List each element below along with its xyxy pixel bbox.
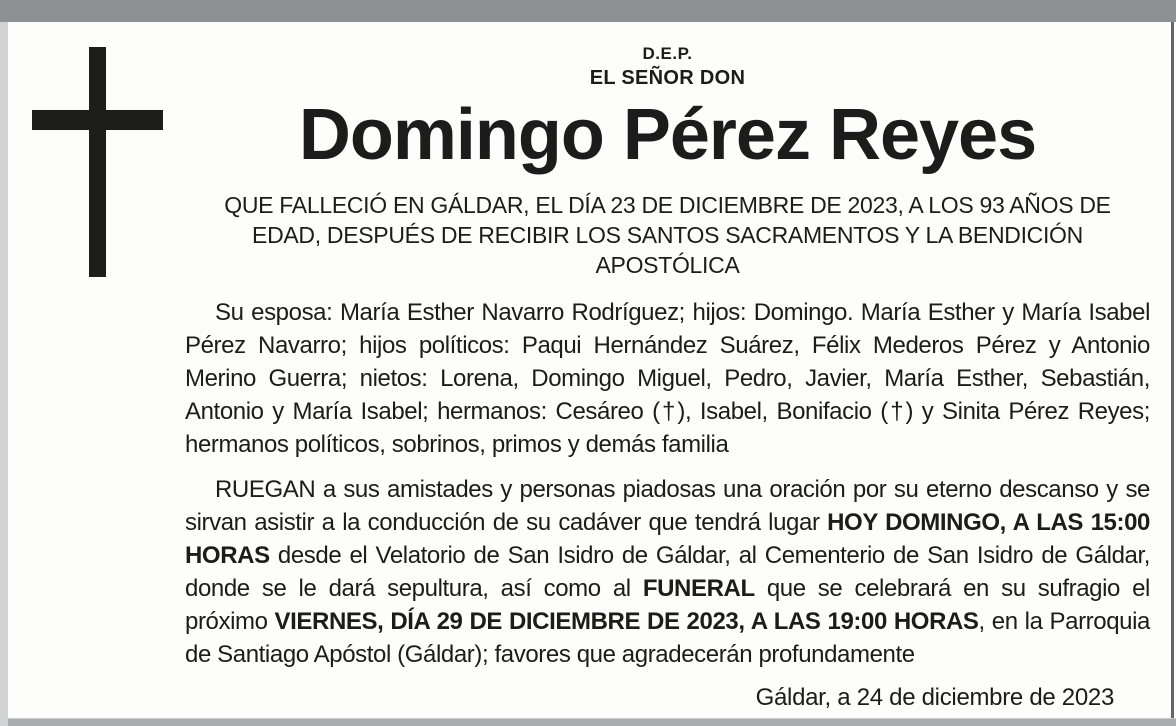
notice-text-column [185, 22, 1150, 714]
scan-frame-bottom [8, 718, 1176, 726]
obituary-card [8, 22, 1174, 718]
place-dateline: Gáldar, a 24 de diciembre de 2023 [755, 684, 1114, 711]
funeral-request-paragraph: RUEGAN a sus amistades y personas piadosas una oración por su eterno descanso y se sirvan asistir a la conducción de su cadáver que tendrá lugar HOY DOMINGO, A LAS 15:00 HORAS desde el Velatorio de San Isidro de Gáldar, al Cementerio de San Isidro de Gáldar, donde se le dará sepultura, así como al FUNERAL que se celebrará en su sufragio el próximo VIERNES, DÍA 29 DE DICIEMBRE DE 2023, A LAS 19:00 HORAS, en la Parroquia de Santiago Apóstol (Gáldar); favores que agradecerán profundamente [185, 476, 1150, 668]
cross-horizontal-bar [32, 110, 163, 130]
latin-cross-icon [32, 47, 163, 277]
scan-frame-left [0, 22, 8, 726]
death-details: QUE FALLECIÓ EN GÁLDAR, EL DÍA 23 DE DICIEMBRE DE 2023, A LOS 93 AÑOS DE EDAD, DESPUÉS DE RECIBIR LOS SANTOS SACRAMENTOS Y LA BENDICIÓN APOSTÓLICA [224, 192, 1111, 278]
dep-abbreviation: D.E.P. [642, 44, 693, 63]
deceased-name: Domingo Pérez Reyes [298, 95, 1037, 175]
cross-vertical-bar [89, 47, 106, 277]
honorific-line: EL SEÑOR DON [589, 67, 746, 89]
scan-frame-top [0, 0, 1176, 22]
family-members-paragraph: Su esposa: María Esther Navarro Rodríguez; hijos: Domingo. María Esther y María Isabel Pérez Navarro; hijos políticos: Paqui Hernández Suárez, Félix Mederos Pérez y Antonio Merino Guerra; nietos: Lorena, Domingo Miguel, Pedro, Javier, María Esther, Sebastián, Antonio y María Isabel; hermanos: Cesáreo (†), Isabel, Bonifacio (†) y Sinita Pérez Reyes; hermanos políticos, sobrinos, primos y demás familia [185, 299, 1150, 458]
